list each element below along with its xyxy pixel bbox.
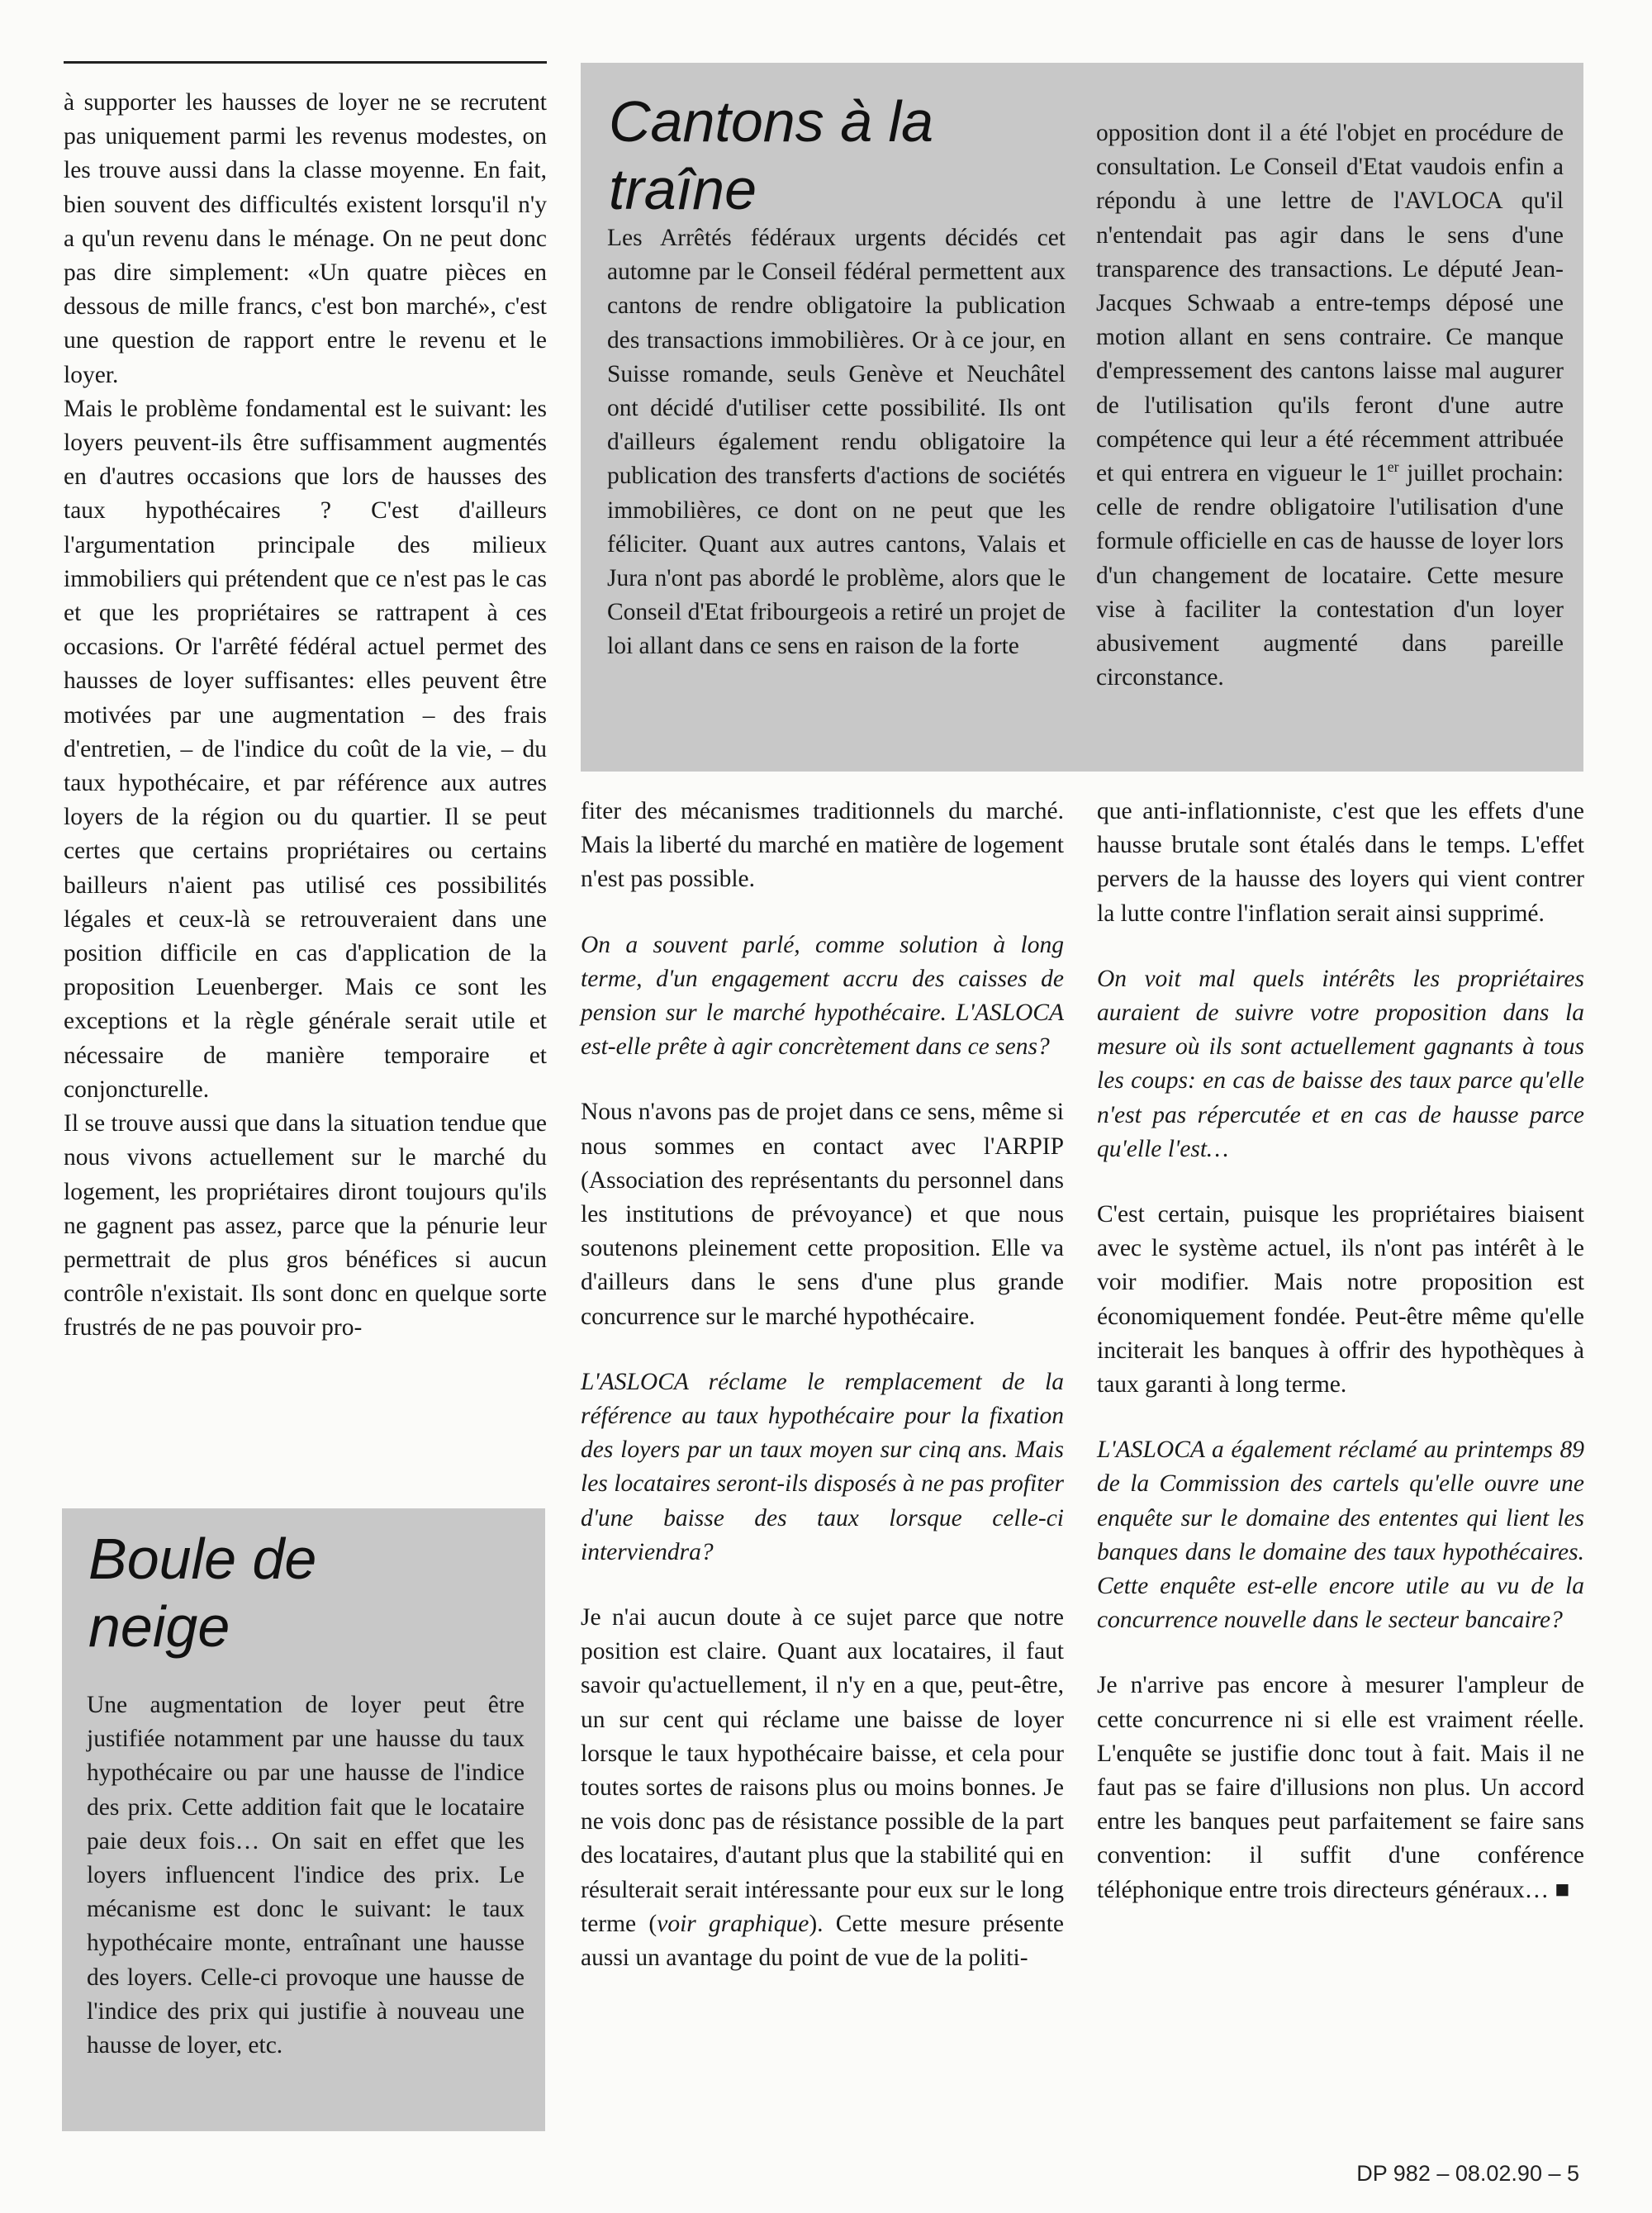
col2-paragraph-3a: Je n'ai aucun doute à ce sujet parce que notre position est claire. Quant aux locataires, il faut savoir qu'actuellement, il n'y en a que, peut-être, un sur cent qui réclame une baisse de loyer lorsque le taux hypothécaire baisse, et cela pour toutes sortes de raisons plus ou moins bonnes. Je ne vois donc pas de résistance possible de la part des locataires, d'autant plus que la stabilité qui en résulterait serait intéressante pour eux sur le long terme ( bbox=[581, 1604, 1064, 1937]
box-boule-text: Une augmentation de loyer peut être justifiée notamment par une hausse du taux hypothécaire ou par une hausse de l'indice des prix. Cette addition fait que le locataire paie deux fois… On sait en effet que les loyers influencent l'indice des prix. Le mécanisme est donc le suivant: le taux hypothécaire monte, entraînant une hausse des loyers. Celle-ci provoque une hausse de l'indice des prix qui justifie à nouveau une hausse de loyer, etc. bbox=[87, 1692, 525, 2059]
superscript-er: er bbox=[1387, 458, 1399, 476]
box-cantons-text-right bbox=[1096, 116, 1564, 695]
col3-paragraph-1: que anti-inflationniste, c'est que les effets d'une hausse brutale sont étalés dans le temps. L'effet pervers de la hausse des loyers qui vient contrer la lutte contre l'inflation serait ainsi supprimé. bbox=[1097, 798, 1584, 927]
column-3 bbox=[1097, 795, 1584, 1907]
voir-graphique-reference: voir graphique bbox=[657, 1910, 809, 1937]
col1-paragraph-2: Mais le problème fondamental est le suivant: les loyers peuvent-ils être suffisamment augmentés en d'autres occasions que lors de hausses des taux hypothécaires ? C'est d'ailleurs l'argumentation principale des milieux immobiliers qui prétendent que ce n'est pas le cas et que les propriétaires se rattrapent à ces occasions. Or l'arrêté fédéral actuel permet des hausses de loyer suffisantes: elles peuvent être motivées par une augmentation – des frais d'entretien, – de l'indice du coût de la vie, – du taux hypothécaire, et par référence aux autres loyers de la région ou du quartier. Il se peut certes que certains propriétaires ou certains bailleurs n'aient pas utilisé ces possibilités légales et ceux-là se retrouveraient dans une position difficile en cas d'application de la proposition Leuenberger. Mais ce sont les exceptions et la règle générale serait utile et nécessaire de manière temporaire et conjoncturelle. bbox=[64, 395, 547, 1103]
col1-paragraph-3: Il se trouve aussi que dans la situation tendue que nous vivons actuellement sur le marché du logement, les propriétaires diront toujours qu'ils ne gagnent pas assez, parce que la pénurie leur permettrait de plus gros bénéfices si aucun contrôle n'existait. Ils sont donc en quelque sorte frustrés de ne pas pouvoir pro- bbox=[64, 1110, 547, 1342]
top-rule bbox=[64, 61, 547, 64]
col2-question-1: On a souvent parlé, comme solution à long terme, d'un engagement accru des caisses de pension sur le marché hypothécaire. L'ASLOCA est-elle prête à agir concrètement dans ce sens? bbox=[581, 931, 1064, 1061]
box-title-line-1: Cantons à la bbox=[609, 89, 934, 154]
box-title-line-2: neige bbox=[88, 1594, 230, 1659]
col3-question-2: L'ASLOCA a également réclamé au printemps 89 de la Commission des cartels qu'elle ouvre une enquête sur le domaine des ententes qui lient les banques dans le domaine des taux hypothécaires. Cette enquête est-elle encore utile au vu de la concurrence nouvelle dans le secteur bancaire? bbox=[1097, 1437, 1584, 1634]
box-cantons-text-left: Les Arrêtés fédéraux urgents décidés cet automne par le Conseil fédéral permettent aux cantons de rendre obligatoire la publication des transactions immobilières. Or à ce jour, en Suisse romande, seuls Genève et Neuchâtel ont décidé d'utiliser cette possibilité. Ils ont d'ailleurs également rendu obligatoire la publication des transferts d'actions de sociétés immobilières, ce dont on ne peut que les féliciter. Quant aux autres cantons, Valais et Jura n'ont pas abordé le problème, alors que le Conseil d'Etat fribourgeois a retiré un projet de loi allant dans ce sens en raison de la forte bbox=[607, 225, 1066, 660]
sidebar-box-boule-de-neige bbox=[62, 1508, 545, 2131]
col1-paragraph-1: à supporter les hausses de loyer ne se recrutent pas uniquement parmi les revenus modestes, on les trouve aussi dans la classe moyenne. En fait, bien souvent des difficultés existent lorsqu'il n'y a qu'un revenu dans le ménage. On ne peut donc pas dire simplement: «Un quatre pièces en dessous de mille francs, c'est bon marché», c'est une question de rapport entre le revenu et le loyer. bbox=[64, 89, 547, 388]
col2-question-2: L'ASLOCA réclame le remplacement de la référence au taux hypothécaire pour la fixation des loyers par un taux moyen sur cinq ans. Mais les locataires seront-ils disposés à ne pas profiter d'une baisse des taux lorsque celle-ci interviendra? bbox=[581, 1368, 1064, 1565]
box-cantons-text-right-a: opposition dont il a été l'objet en procédure de consultation. Le Conseil d'Etat vaudois enfin a répondu à une lettre de l'AVLOCA qu'il n'entendait pas agir dans le sens d'une transparence des transactions. Le député Jean-Jacques Schwaab a entre-temps déposé une motion allant en sens contraire. Ce manque d'empressement des cantons laisse mal augurer de l'utilisation qu'ils feront d'une autre compétence qui leur a été récemment attribuée et qui entrera en vigueur le 1 bbox=[1096, 120, 1564, 487]
col2-paragraph-2: Nous n'avons pas de projet dans ce sens, même si nous sommes en contact avec l'ARPIP (Association des représentants du personnel dans les institutions de prévoyance) et que nous soutenons pleinement cette proposition. Elle va d'ailleurs dans le sens d'une plus grande concurrence sur le marché hypothécaire. bbox=[581, 1099, 1064, 1330]
col2-paragraph-3b: ). Cette mesure présente aussi un avantage du point de vue de la politi- bbox=[581, 1910, 1065, 1972]
col3-paragraph-3: Je n'arrive pas encore à mesurer l'ampleur de cette concurrence ni si elle est vraiment réelle. L'enquête se justifie donc tout à fait. Mais il ne faut pas se faire d'illusions non plus. Un accord entre les banques peut parfaitement se faire sans convention: il suffit d'une conférence téléphonique entre trois directeurs généraux… ■ bbox=[1097, 1672, 1584, 1903]
column-2 bbox=[581, 795, 1064, 1975]
box-title-cantons bbox=[609, 88, 933, 223]
box-cantons-text-right-b: juillet prochain: celle de rendre obligatoire l'utilisation d'une formule officielle en cas de hausse de loyer lors d'un changement de locataire. Cette mesure vise à faciliter la contestation d'un loyer abusivement augmenté dans pareille circonstance. bbox=[1096, 460, 1564, 691]
col2-paragraph-1: fiter des mécanismes traditionnels du marché. Mais la liberté du marché en matière de logement n'est pas possible. bbox=[581, 798, 1064, 893]
col2-paragraph-3 bbox=[581, 1601, 1064, 1975]
box-title-line-2: traîne bbox=[609, 157, 757, 221]
box-title-line-1: Boule de bbox=[88, 1527, 317, 1591]
column-1 bbox=[64, 86, 547, 1346]
box-title-boule-de-neige bbox=[88, 1525, 316, 1660]
col3-question-1: On voit mal quels intérêts les propriétaires auraient de suivre votre proposition dans la mesure où ils sont actuellement gagnants à tous les coups: en cas de baisse des taux parce qu'elle n'est pas répercutée et en cas de hausse parce qu'elle l'est… bbox=[1097, 965, 1584, 1162]
page-folio: DP 982 – 08.02.90 – 5 bbox=[1356, 2161, 1579, 2186]
col3-paragraph-2: C'est certain, puisque les propriétaires biaisent avec le système actuel, ils n'ont pas intérêt à le voir modifier. Mais notre proposition est économiquement fondée. Peut-être même qu'elle inciterait les banques à offrir des hypothèques à taux garanti à long terme. bbox=[1097, 1201, 1584, 1399]
sidebar-box-cantons-a-la-traine bbox=[581, 63, 1583, 772]
